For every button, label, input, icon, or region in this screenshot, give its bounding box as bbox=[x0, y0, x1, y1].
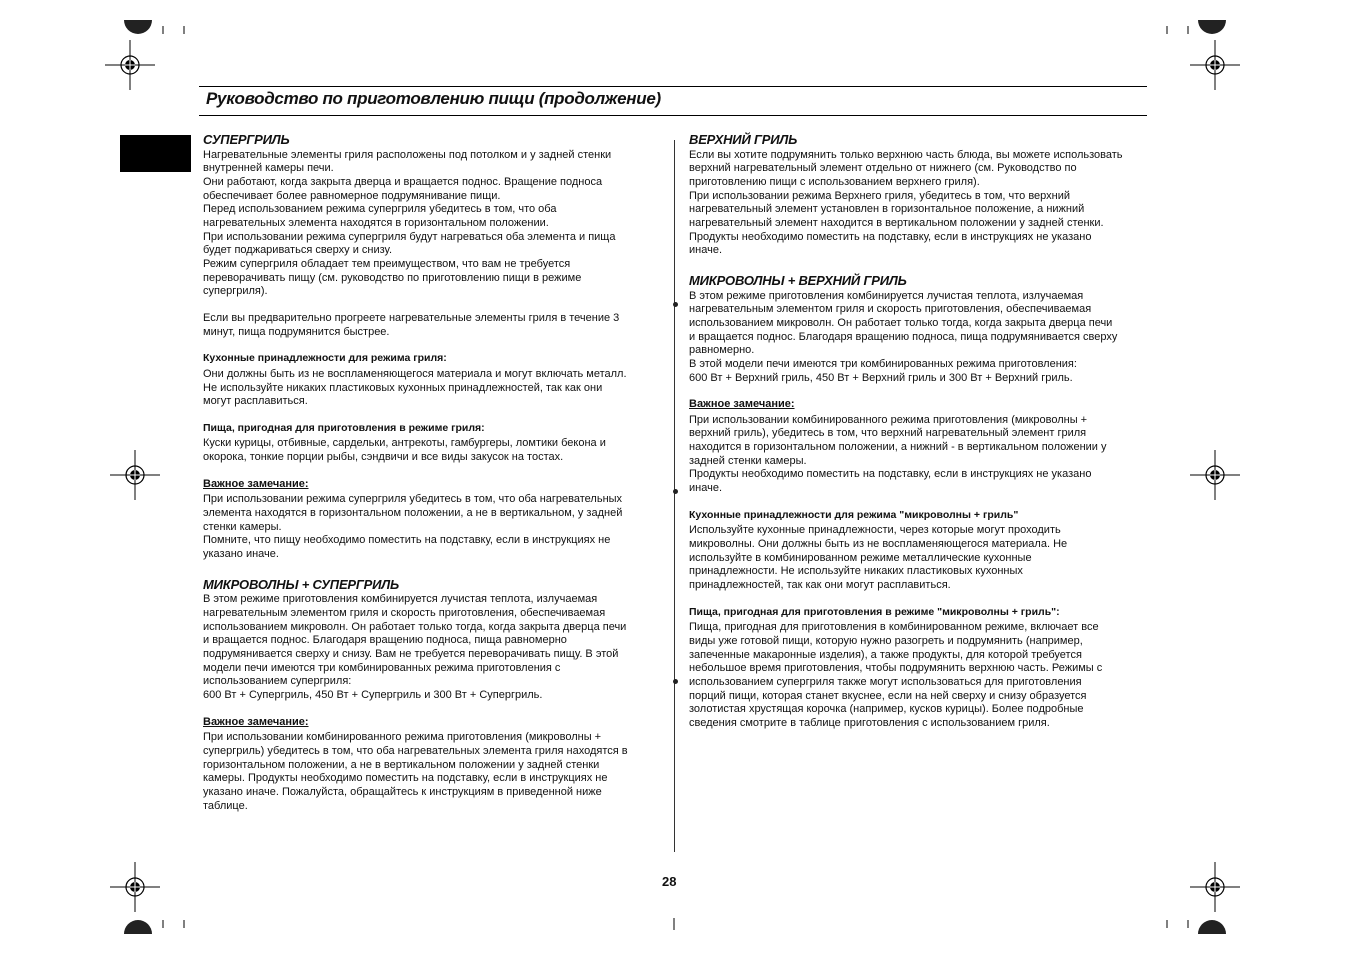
micro-top-grill-text: В этом режиме приготовления комбинируется лучистая теплота, излучаемая нагревательным элементом гриля и скорость приготовления, обеспечиваемая использованием микроволн. Он работает только тогда, когда закрыта дверца печи и вращается поднос. Благодаря вращению подноса, пища подрумянивается сверху равномерно. В этой модели печи имеются три комбинированных режима приготовления: 600 Вт + Верхний гриль, 450 Вт + Верхний гриль и 300 Вт + Верхний гриль. bbox=[689, 289, 1118, 384]
page-title: Руководство по приготовлению пищи (продолжение) bbox=[206, 89, 661, 108]
bullet-dot bbox=[673, 679, 678, 684]
combo-accessories-text: Используйте кухонные принадлежности, через которые могут проходить микроволны. Они должны быть из не воспламеняющегося материала. Не используйте в комбинированном режиме металлические кухонные принадлежности. Не используйте никаких пластиковых кухонных принадлежностей, так как они могут расплавиться. bbox=[689, 524, 1068, 592]
grill-food-text: Куски курицы, отбивные, сардельки, антрекоты, гамбургеры, ломтики бекона и окорока, тонкие порции рыбы, сэндвичи и все виды закусок на тостах. bbox=[203, 437, 606, 464]
header-top-rule bbox=[199, 86, 1147, 87]
section-tab-marker bbox=[120, 135, 191, 172]
micro-supergrill-note-heading: Важное замечание: bbox=[203, 715, 309, 728]
page-number: 28 bbox=[662, 874, 677, 889]
bullet-dot bbox=[673, 489, 678, 494]
left-column bbox=[203, 133, 665, 813]
supergrill-note-text: При использовании режима супергриля убедитесь в том, что оба нагревательных элемента находятся в горизонтальном положении, а не в вертикальном, у задней стенки камеры. Помните, что пищу необходимо поместить на подставку, если в инструкциях не указано иначе. bbox=[203, 493, 623, 561]
header-bottom-rule bbox=[199, 115, 1147, 116]
right-column bbox=[689, 133, 1151, 731]
micro-supergrill-note-text: При использовании комбинированного режима приготовления (микроволны + супергриль) убедитесь в том, что оба нагревательных элемента гриля находятся в горизонтальном положении, а не в вертикальном положении у задней стенки камеры. Продукты необходимо поместить на подставку, если в инструкциях не указано иначе. Пожалуйста, обращайтесь к инструкциям в приведенной ниже таблице. bbox=[203, 731, 628, 812]
supergrill-note-heading: Важное замечание: bbox=[203, 477, 309, 490]
combo-food-heading: Пища, пригодная для приготовления в режиме "микроволны + гриль": bbox=[689, 605, 1060, 618]
grill-accessories-heading: Кухонные принадлежности для режима гриля: bbox=[203, 352, 447, 365]
micro-top-grill-note-text: При использовании комбинированного режима приготовления (микроволны + верхний гриль), убедитесь в том, что верхний нагревательный элемент гриля находится в горизонтальном положении, а нижний - в вертикальном положении у задней стенки камеры. Продукты необходимо поместить на подставку, если в инструкциях не указано иначе. bbox=[689, 413, 1107, 495]
top-grill-text: Если вы хотите подрумянить только верхнюю часть блюда, вы можете использовать верхний нагревательный элемент отдельно от нижнего (см. Руководство по приготовлению пищи с использованием верхнего гриля). При использовании режима Верхнего гриля, убедитесь в том, что верхний нагревательный элемент установлен в горизонтальное положение, а нижний нагревательный элемент находится в вертикальном положении у задней стенки. Продукты необходимо поместить на подставку, если в инструкциях не указано иначе. bbox=[689, 148, 1123, 257]
bullet-dot bbox=[673, 302, 678, 307]
supergrill-heading: СУПЕРГРИЛЬ bbox=[203, 132, 290, 147]
supergrill-intro: Нагревательные элементы гриля расположены под потолком и у задней стенки внутренней камеры печи. Они работают, когда закрыта дверца и вращается поднос. Вращение подноса обеспечивает более равномерное подрумянивание пищи. Перед использованием режима супергриля убедитесь в том, что оба нагревательных элемента находятся в горизонтальном положении. При использовании режима супергриля будут нагреваться оба элемента и пища будет поджариваться сверху и снизу. Режим супергриля обладает тем преимуществом, что вам не требуется переворачивать пищу (см. руководство по приготовлению пищи в режиме супергриля). bbox=[203, 148, 616, 298]
column-divider bbox=[674, 140, 675, 852]
micro-top-grill-heading: МИКРОВОЛНЫ + ВЕРХНИЙ ГРИЛЬ bbox=[689, 272, 907, 288]
micro-supergrill-heading: МИКРОВОЛНЫ + СУПЕРГРИЛЬ bbox=[203, 576, 400, 592]
grill-food-heading: Пища, пригодная для приготовления в режиме гриля: bbox=[203, 421, 485, 434]
combo-accessories-heading: Кухонные принадлежности для режима "микроволны + гриль" bbox=[689, 508, 1019, 521]
grill-accessories-text: Они должны быть из не воспламеняющегося материала и могут включать металл. Не используйте никаких пластиковых кухонных принадлежностей, так как они могут расплавиться. bbox=[203, 367, 627, 408]
micro-supergrill-text: В этом режиме приготовления комбинируется лучистая теплота, излучаемая нагревательным элементом гриля и скорость приготовления, обеспечиваемая использованием микроволн. Он работает только тогда, когда закрыта дверца печи и вращается поднос. Благодаря вращению подноса, пища равномерно подрумянивается сверху и снизу. Вам не требуется переворачивать пищу. В этой модели печи имеются три комбинированных режима приготовления с использованием супергриля: 600 Вт + Супергриль, 450 Вт + Супергриль и 300 Вт + Супергриль. bbox=[203, 593, 627, 701]
top-grill-heading: ВЕРХНИЙ ГРИЛЬ bbox=[689, 132, 798, 147]
micro-top-grill-note-heading: Важное замечание: bbox=[689, 398, 795, 411]
supergrill-preheat-tip: Если вы предварительно прогреете нагревательные элементы гриля в течение 3 минут, пища подрумянится быстрее. bbox=[203, 311, 620, 338]
combo-food-text: Пища, пригодная для приготовления в комбинированном режиме, включает все виды уже готовой пищи, которую нужно разогреть и подрумянить (например, запеченные макаронные изделия), а также продукты, для которой требуется небольшое время приготовления, чтобы подрумянить верхнюю часть. Режимы с использованием супергриля также могут использоваться для приготовления порций пищи, которая станет вкуснее, если на ней сверху и снизу образуется золотистая хрустящая корочка (например, кусков курицы). Более подробные сведения смотрите в таблице приготовления с использованием гриля. bbox=[689, 621, 1103, 729]
